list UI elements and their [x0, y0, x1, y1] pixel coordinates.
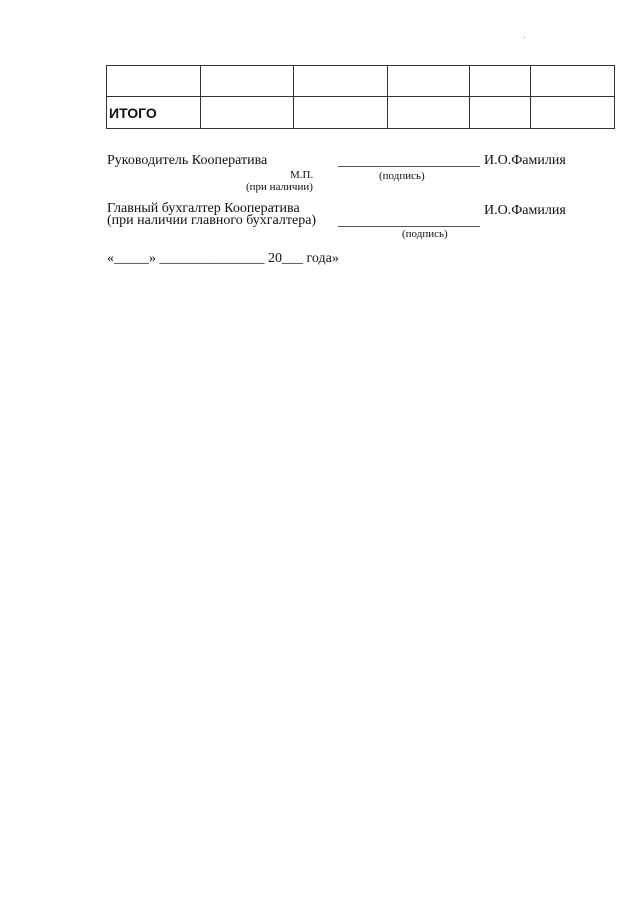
head-name: И.О.Фамилия — [484, 153, 566, 168]
report-table — [106, 65, 615, 129]
date-day-blank: _____ — [114, 251, 149, 266]
head-sign-caption: (подпись) — [379, 170, 425, 182]
date-suffix: года» — [306, 251, 339, 266]
date-close-quote: » — [149, 251, 156, 266]
date-open-quote: « — [107, 251, 114, 266]
total-label: ИТОГО — [107, 97, 201, 129]
accountant-signature-line — [338, 226, 480, 227]
total-row — [107, 97, 615, 129]
accountant-note: (при наличии главного бухгалтера) — [107, 213, 317, 228]
table-cell — [294, 97, 388, 129]
table-cell — [470, 66, 531, 97]
table-cell — [531, 97, 615, 129]
date-year-blank: ___ — [282, 251, 303, 266]
scan-speck — [524, 37, 525, 38]
date-line — [107, 251, 339, 266]
table-cell — [201, 97, 294, 129]
head-label: Руководитель Кооператива — [107, 153, 268, 168]
accountant-name: И.О.Фамилия — [484, 203, 566, 218]
table-cell — [107, 66, 201, 97]
accountant-label: Главный бухгалтер Кооператива — [107, 201, 300, 216]
accountant-sign-caption: (подпись) — [402, 228, 448, 240]
table-row — [107, 66, 615, 97]
table-cell — [294, 66, 388, 97]
stamp-note: (при наличии) — [246, 181, 313, 193]
table-cell — [388, 97, 470, 129]
table-cell — [388, 66, 470, 97]
table-cell — [201, 66, 294, 97]
date-month-blank: _______________ — [159, 251, 265, 266]
table-cell — [531, 66, 615, 97]
head-signature-line — [338, 166, 480, 167]
stamp-label: М.П. — [290, 169, 314, 181]
table-cell — [470, 97, 531, 129]
date-year-prefix: 20 — [268, 251, 282, 266]
